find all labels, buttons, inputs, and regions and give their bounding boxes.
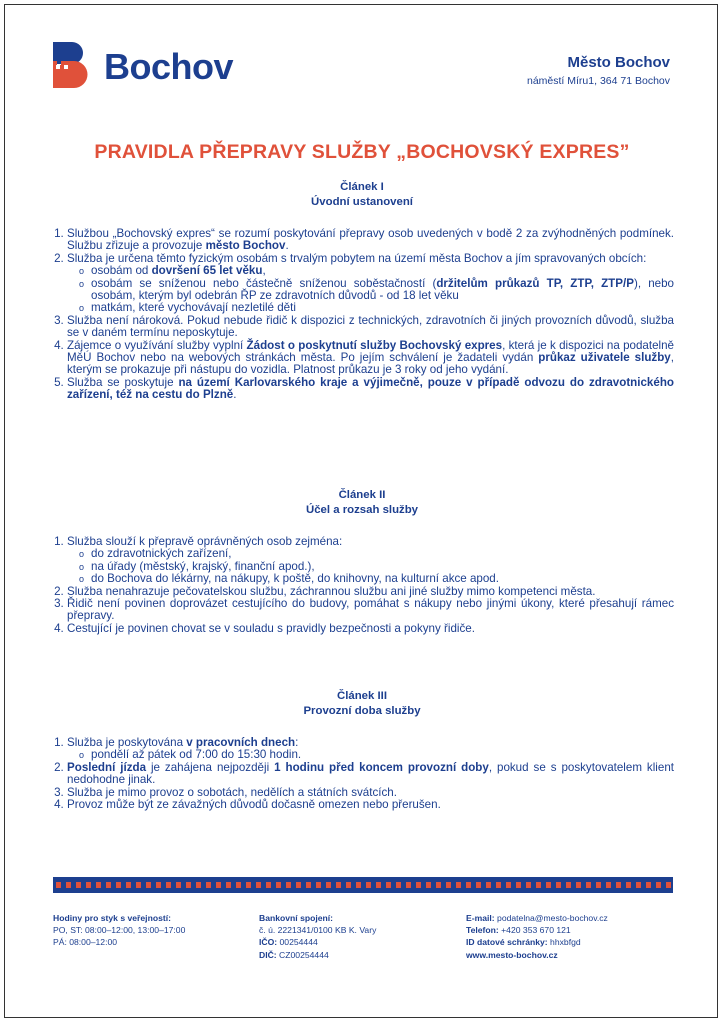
sub-item: o do Bochova do lékárny, na nákupy, k poště, do knihovny, na kulturní akce apod. <box>91 573 674 585</box>
website-link[interactable]: www.mesto-bochov.cz <box>466 949 558 960</box>
sub-list <box>67 265 674 315</box>
article-title: Úvodní ustanovení <box>311 196 413 208</box>
article-3-body <box>50 737 674 811</box>
sub-item: o osobám od dovršení 65 let věku, <box>91 265 674 277</box>
article-2-body <box>50 536 674 635</box>
article-1-body <box>50 228 674 402</box>
sub-list <box>67 548 674 585</box>
article-title: Účel a rozsah služby <box>305 504 419 516</box>
document-title: PRAVIDLA PŘEPRAVY SLUŽBY „BOCHOVSKÝ EXPRES” <box>94 141 630 163</box>
article-2-heading <box>50 488 674 518</box>
org-name: Město Bochov <box>567 54 670 71</box>
article-2-list <box>50 536 674 635</box>
sub-item: o na úřady (městský, krajský, finanční apod.), <box>91 561 674 573</box>
list-item: 1. Službou „Bochovský expres“ se rozumí poskytování přepravy osob uvedených v bodě 2 za zvýhodněných podmínek. Službu zřizuje a provozuje město Bochov. <box>67 228 674 253</box>
list-item: 4. Provoz může být ze závažných důvodů dočasně omezen nebo přerušen. <box>67 799 674 811</box>
sub-item: o pondělí až pátek od 7:00 do 15:30 hodin. <box>91 749 674 761</box>
list-item: 5. Služba se poskytuje na území Karlovarského kraje a výjimečně, pouze v případě odvozu do zdravotnického zařízení, též na cestu do Plzně. <box>67 377 674 402</box>
list-item: 2. Služba nenahrazuje pečovatelskou službu, záchrannou službu ani jiné služby mimo kompetenci města. <box>67 586 674 598</box>
sub-item: o do zdravotnických zařízení, <box>91 548 674 560</box>
email-link[interactable]: podatelna@mesto-bochov.cz <box>494 913 608 923</box>
list-item: 3. Služba je mimo provoz o sobotách, nedělích a státních svátcích. <box>67 787 674 799</box>
org-block <box>527 54 670 87</box>
list-item: 2. Poslední jízda je zahájena nejpozději 1 hodinu před koncem provozní doby, pokud se s poskytovatelem klient nedohodne jinak. <box>67 762 674 787</box>
org-address: náměstí Míru1, 364 71 Bochov <box>527 75 670 87</box>
list-item: 1. Služba je poskytována v pracovních dnech: o pondělí až pátek od 7:00 do 15:30 hodin. <box>67 737 674 762</box>
list-item: 3. Řidič není povinen doprovázet cestujícího do budovy, pomáhat s nákupy nebo jinými úkony, které přesahují rámec přepravy. <box>67 598 674 623</box>
article-3-heading <box>50 689 674 719</box>
article-number: Článek I <box>340 181 384 193</box>
article-2 <box>50 488 674 518</box>
article-number: Článek II <box>338 489 386 501</box>
brand-name: Bochov <box>104 46 234 87</box>
list-item: 2. Služba je určena těmto fyzickým osobám s trvalým pobytem na území města Bochov a jím spravovaných obcích: o osobám od dovršení 65 let věku, o osobám se sníženou nebo částečně sníženou soběstačností (držitelům průkazů TP, ZTP, ZTP/P), nebo osobám, kterým byl odebrán ŘP ze zdravotních důvodů - od 18 let věku o matkám, které vychovávají nezletilé děti <box>67 253 674 315</box>
article-1-heading <box>50 180 674 210</box>
footer-contact: E-mail: podatelna@mesto-bochov.cz Telefon: +420 353 670 121 ID datové schránky: hhxbfgd www.mesto-bochov.cz <box>466 913 608 960</box>
sub-item: o osobám se sníženou nebo částečně sníženou soběstačností (držitelům průkazů TP, ZTP, ZTP/P), nebo osobám, kterým byl odebrán ŘP ze zdravotních důvodů - od 18 let věku <box>91 278 674 303</box>
article-1-list <box>50 228 674 402</box>
list-item: 1. Služba slouží k přepravě oprávněných osob zejména: o do zdravotnických zařízení, o na úřady (městský, krajský, finanční apod.), o do Bochova do lékárny, na nákupy, k poště, do knihovny, na kulturní akce apod. <box>67 536 674 586</box>
list-item: 3. Služba není nároková. Pokud nebude řidič k dispozici z technických, zdravotních či jiných provozních důvodů, služba se v daném termínu neposkytuje. <box>67 315 674 340</box>
footer-hours: Hodiny pro styk s veřejností: PO, ST: 08:00–12:00, 13:00–17:00 PÁ: 08:00–12:00 <box>53 913 186 948</box>
list-item: 4. Zájemce o využívání služby vyplní Žádost o poskytnutí služby Bochovský expres, která je k dispozici na podatelně MěÚ Bochov nebo na webových stránkách města. Po jejím schválení je žadateli vydán průkaz uživatele služby, kterým se prokazuje při nástupu do vozidla. Platnost průkazu je 3 roky od jeho vydání. <box>67 340 674 377</box>
article-1 <box>50 180 674 210</box>
list-item: 4. Cestující je povinen chovat se v souladu s pravidly bezpečnosti a pokyny řidiče. <box>67 623 674 635</box>
article-title: Provozní doba služby <box>303 705 421 717</box>
article-3 <box>50 689 674 719</box>
decorative-stripe <box>53 877 673 893</box>
sub-item: o matkám, které vychovávají nezletilé děti <box>91 302 674 314</box>
article-3-list <box>50 737 674 811</box>
article-number: Článek III <box>336 690 387 702</box>
bochov-logo-icon <box>53 42 93 88</box>
sub-list <box>67 749 674 761</box>
footer-bank: Bankovní spojení: č. ú. 2221341/0100 KB K. Vary IČO: 00254444 DIČ: CZ00254444 <box>259 913 377 960</box>
